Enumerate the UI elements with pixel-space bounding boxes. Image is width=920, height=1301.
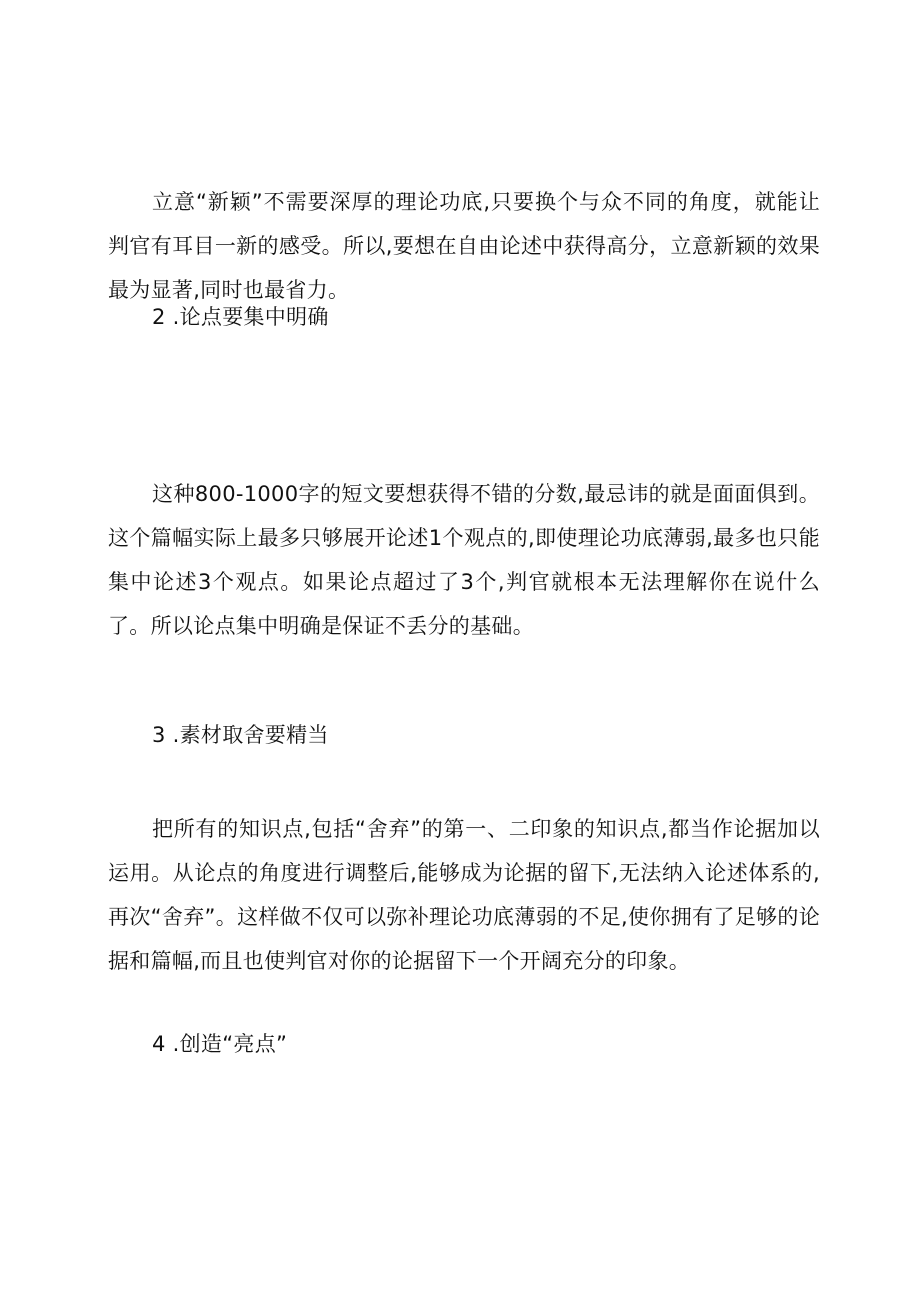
- section-heading-4: 4 .创造“亮点”: [152, 1032, 288, 1056]
- paragraph-focused-argument: 这种800-1000字的短文要想获得不错的分数,最忌讳的就是面面俱到。这个篇幅实际上最多只够展开论述1个观点的,即使理论功底薄弱,最多也只能集中论述3个观点。如果论点超过了3个,判官就根本无法理解你在说什么了。所以论点集中明确是保证不丢分的基础。: [108, 482, 820, 638]
- section-heading-3: 3 .素材取舍要精当: [152, 723, 329, 747]
- section-heading-2: 2 .论点要集中明确: [152, 305, 329, 329]
- paragraph-material-selection: 把所有的知识点,包括“舍弃”的第一、二印象的知识点,都当作论据加以运用。从论点的角度进行调整后,能够成为论据的留下,无法纳入论述体系的,再次“舍弃”。这样做不仅可以弥补理论功底薄弱的不足,使你拥有了足够的论据和篇幅,而且也使判官对你的论据留下一个开阔充分的印象。: [108, 817, 820, 973]
- paragraph-novel-idea: 立意“新颖”不需要深厚的理论功底,只要换个与众不同的角度，就能让判官有耳目一新的感受。所以,要想在自由论述中获得高分，立意新颖的效果最为显著,同时也最省力。: [108, 190, 820, 302]
